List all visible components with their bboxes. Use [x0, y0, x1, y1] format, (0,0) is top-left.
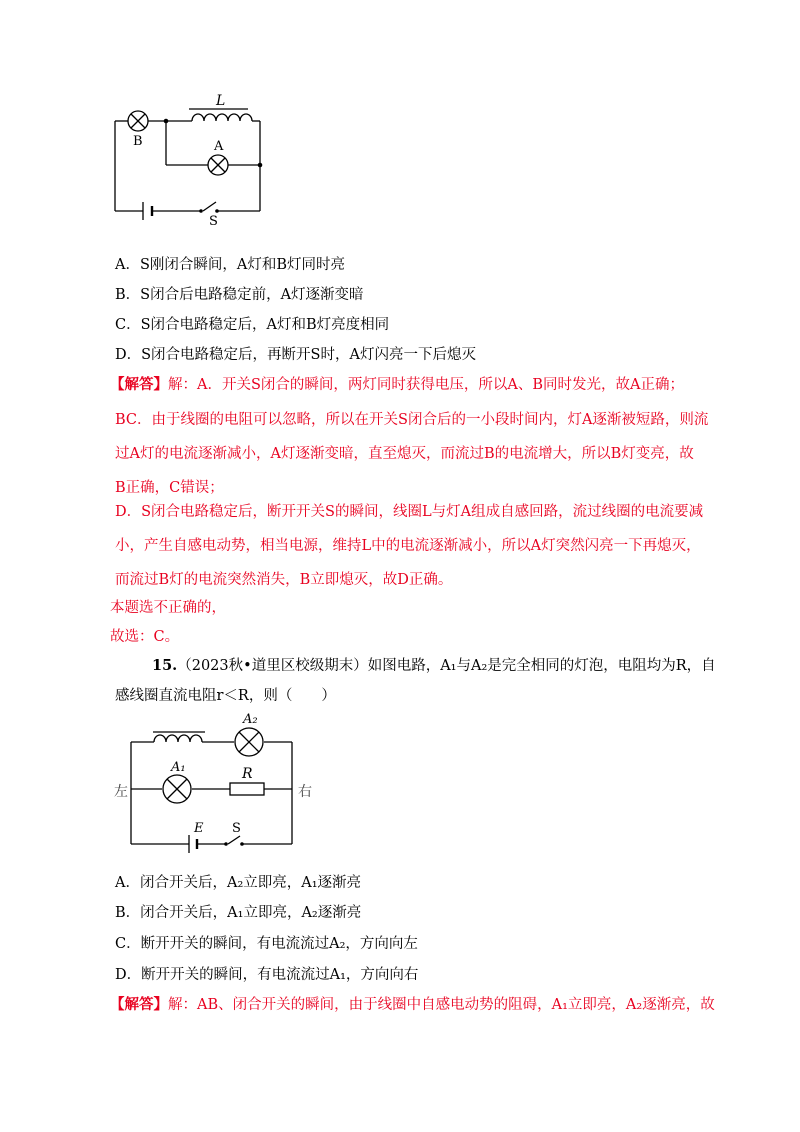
q15-option-d: D．断开开关的瞬间，有电流流过A₁，方向向右: [115, 967, 419, 983]
q14-answer-line: 小，产生自感电动势，相当电源，维持L中的电流逐渐减小，所以A灯突然闪亮一下再熄灭，: [115, 538, 701, 554]
q15-resistor: [230, 783, 264, 795]
q14-answer-conclusion: 本题选不正确的，: [110, 600, 226, 616]
q14-label-lamp-a: A: [214, 139, 224, 154]
q15-option-c: C．断开开关的瞬间，有电流流过A₂，方向向左: [115, 936, 418, 952]
q14-lamp-b: [128, 111, 148, 131]
q15-inductor-coil: [154, 735, 202, 742]
q15-lamp-a2: [235, 728, 263, 756]
q14-inductor-coil: [192, 114, 252, 121]
q15-answer-line: 解：AB、闭合开关的瞬间，由于线圈中自感电动势的阻碍，A₁立即亮，A₂逐渐亮，故: [168, 997, 715, 1013]
q15-circuit-diagram: [110, 708, 330, 856]
q14-answer-choice: 故选：C。: [110, 629, 180, 645]
q14-answer-line: 而流过B灯的电流突然消失，B立即熄灭，故D正确。: [115, 572, 453, 588]
q15-label-lamp-a1: A₁: [171, 760, 186, 775]
q14-option-c: C．S闭合电路稳定后，A灯和B灯亮度相同: [115, 317, 390, 333]
q15-label-switch: S: [232, 821, 241, 836]
q14-switch-contact-left: [199, 209, 203, 213]
q14-lamp-a: [208, 155, 228, 175]
q15-label-lamp-a2: A₂: [243, 712, 258, 727]
q14-answer-line: B正确，C错误；: [115, 480, 224, 496]
q15-switch-contact-right: [240, 842, 244, 846]
q15-stem-text: 如图电路，A₁与A₂是完全相同的灯泡，电阻均为R，自: [367, 658, 716, 674]
q15-label-resistor: R: [242, 766, 253, 782]
q15-number: 15.: [152, 657, 178, 674]
q14-option-d: D．S闭合电路稳定后，再断开S时，A灯闪亮一下后熄灭: [115, 347, 476, 363]
q14-switch-contact-right: [215, 209, 219, 213]
q14-option-a: A．S刚闭合瞬间，A灯和B灯同时亮: [115, 257, 346, 273]
q15-answer-tag: 【解答】: [110, 996, 168, 1013]
q15-switch-blade: [228, 836, 240, 844]
q14-junction-dot: [258, 163, 263, 168]
q15-label-battery: E: [194, 821, 204, 836]
q14-junction-dot: [164, 119, 169, 124]
q15-option-a: A．闭合开关后，A₂立即亮，A₁逐渐亮: [115, 875, 362, 891]
q15-source: （2023秋•道里区校级期末）: [177, 658, 368, 674]
q14-answer-line: 过A灯的电流逐渐减小，A灯逐渐变暗，直至熄灭，而流过B的电流增大，所以B灯变亮，故: [115, 446, 694, 462]
q14-label-inductor: L: [216, 93, 226, 109]
q14-switch-blade: [203, 202, 216, 211]
q15-label-left: 左: [114, 784, 128, 800]
q15-switch-contact-left: [224, 842, 228, 846]
q15-stem-line2: 感线圈直流电阻r＜R，则（ ）: [115, 688, 336, 704]
q14-answer-line: D．S闭合电路稳定后，断开开关S的瞬间，线圈L与灯A组成自感回路，流过线圈的电流要减: [115, 504, 704, 520]
q14-label-switch: S: [209, 214, 218, 228]
q15-label-right: 右: [298, 784, 312, 800]
q14-answer-tag: 【解答】: [110, 376, 168, 393]
q14-option-b: B．S闭合后电路稳定前，A灯逐渐变暗: [115, 287, 364, 303]
q14-label-lamp-b: B: [133, 134, 143, 149]
q15-lamp-a1: [163, 775, 191, 803]
q14-answer-line: 解：A．开关S闭合的瞬间，两灯同时获得电压，所以A、B同时发光，故A正确；: [168, 377, 685, 393]
q14-circuit-diagram: [100, 88, 290, 228]
q14-answer-first-line: [110, 375, 684, 395]
q15-option-b: B．闭合开关后，A₁立即亮，A₂逐渐亮: [115, 905, 362, 921]
q15-answer-first-line: [110, 995, 715, 1015]
q15-stem-line1: [152, 656, 716, 676]
q14-answer-line: BC．由于线圈的电阻可以忽略，所以在开关S闭合后的一小段时间内，灯A逐渐被短路，则流: [115, 412, 709, 428]
